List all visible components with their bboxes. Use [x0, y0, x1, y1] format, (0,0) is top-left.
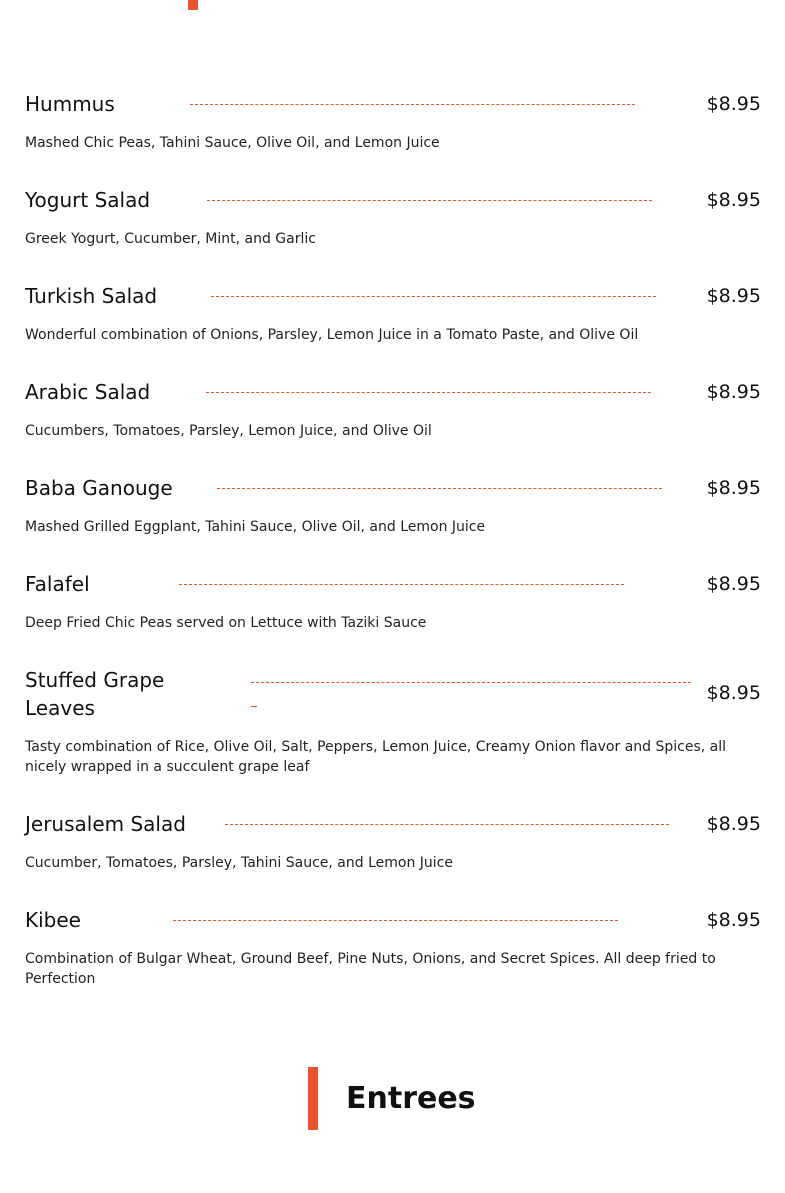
menu-item-name: Falafel [25, 572, 90, 596]
dotted-leader [207, 200, 652, 201]
menu-item-price: $8.95 [706, 381, 761, 403]
menu-item-kibee [25, 906, 761, 987]
menu-item-header [25, 282, 761, 310]
menu-item-name: Kibee [25, 908, 81, 932]
menu-item-description: Cucumber, Tomatoes, Parsley, Tahini Sauce, and Lemon Juice [25, 855, 453, 871]
menu-item-jerusalem-salad [25, 810, 761, 871]
menu-item-name: Stuffed Grape Leaves [25, 668, 165, 720]
menu-item-yogurt-salad [25, 186, 761, 247]
menu-item-description: Cucumbers, Tomatoes, Parsley, Lemon Juice, and Olive Oil [25, 423, 432, 439]
dotted-leader [217, 488, 662, 489]
dotted-leader [190, 104, 635, 105]
menu-item-hummus [25, 90, 761, 151]
menu-item-description: Greek Yogurt, Cucumber, Mint, and Garlic [25, 231, 316, 247]
menu-item-baba-ganouge [25, 474, 761, 535]
menu-item-header [25, 474, 761, 502]
dotted-leader [211, 296, 656, 297]
menu-item-name: Hummus [25, 92, 115, 116]
menu-item-description: Tasty combination of Rice, Olive Oil, Salt, Peppers, Lemon Juice, Creamy Onion flavor and Spices, all nicely wrapped in a succulent grape leaf [25, 739, 727, 775]
menu-item-turkish-salad [25, 282, 761, 343]
menu-item-header [25, 186, 761, 214]
menu-item-header [25, 90, 761, 118]
menu-item-price: $8.95 [706, 285, 761, 307]
menu-item-name: Arabic Salad [25, 380, 151, 404]
menu-item-description: Mashed Chic Peas, Tahini Sauce, Olive Oil, and Lemon Juice [25, 135, 440, 151]
menu-item-description: Combination of Bulgar Wheat, Ground Beef, Pine Nuts, Onions, and Secret Spices. All deep fried to Perfection [25, 951, 716, 987]
section-accent-bar [308, 1067, 318, 1130]
dotted-leader [179, 584, 624, 585]
menu-item-arabic-salad [25, 378, 761, 439]
menu-item-price: $8.95 [706, 909, 761, 931]
menu-item-name: Turkish Salad [25, 284, 158, 308]
menu-item-price: $8.95 [706, 682, 761, 704]
menu-item-name: Jerusalem Salad [25, 812, 186, 836]
menu-item-price: $8.95 [706, 813, 761, 835]
dotted-leader [251, 682, 691, 683]
menu-item-price: $8.95 [706, 189, 761, 211]
menu-item-header [25, 666, 761, 722]
menu-item-header [25, 378, 761, 406]
menu-item-price: $8.95 [706, 477, 761, 499]
menu-item-header [25, 810, 761, 838]
menu-item-description: Deep Fried Chic Peas served on Lettuce with Taziki Sauce [25, 615, 427, 631]
section-title: Entrees [346, 1081, 476, 1116]
dotted-leader-continuation [251, 706, 257, 707]
menu-item-header [25, 906, 761, 934]
menu-item-stuffed-grape-leaves [25, 666, 761, 775]
menu-item-name: Baba Ganouge [25, 476, 173, 500]
menu-item-price: $8.95 [706, 573, 761, 595]
dotted-leader [173, 920, 618, 921]
menu-item-description: Wonderful combination of Onions, Parsley, Lemon Juice in a Tomato Paste, and Olive Oil [25, 327, 639, 343]
menu-item-name: Yogurt Salad [25, 188, 151, 212]
menu-item-falafel [25, 570, 761, 631]
menu-item-header [25, 570, 761, 598]
menu-item-price: $8.95 [706, 93, 761, 115]
menu-item-description: Mashed Grilled Eggplant, Tahini Sauce, Olive Oil, and Lemon Juice [25, 519, 486, 535]
dotted-leader [206, 392, 651, 393]
dotted-leader [225, 824, 669, 825]
top-accent-bar [188, 0, 198, 10]
